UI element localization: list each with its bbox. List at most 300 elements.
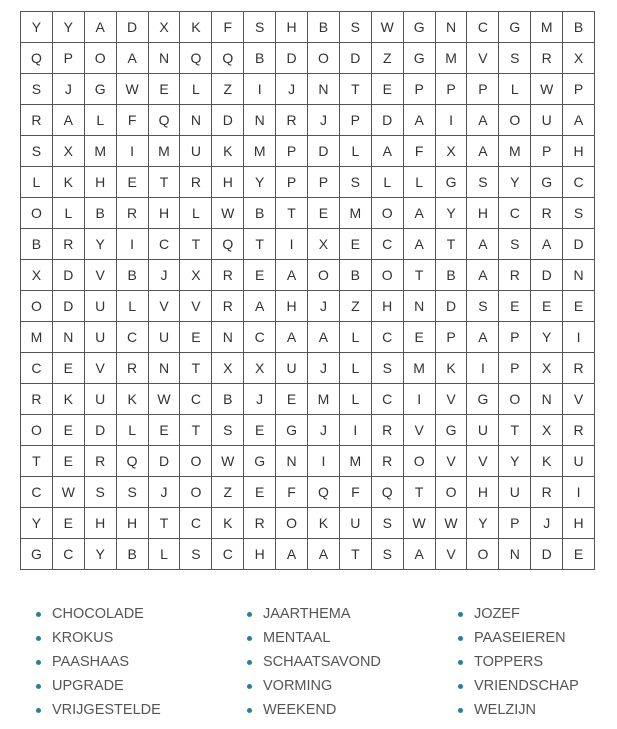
grid-cell[interactable]: L [21, 167, 53, 198]
grid-cell[interactable]: O [180, 446, 212, 477]
grid-cell[interactable]: C [499, 198, 531, 229]
grid-cell[interactable]: B [244, 198, 276, 229]
grid-cell[interactable]: C [148, 229, 180, 260]
grid-cell[interactable]: M [84, 136, 116, 167]
grid-cell[interactable]: G [403, 12, 435, 43]
grid-cell[interactable]: T [339, 539, 371, 570]
grid-cell[interactable]: P [467, 74, 499, 105]
grid-cell[interactable]: L [180, 198, 212, 229]
grid-cell[interactable]: T [148, 508, 180, 539]
grid-cell[interactable]: X [531, 415, 563, 446]
grid-cell[interactable]: I [244, 74, 276, 105]
grid-cell[interactable]: T [276, 198, 308, 229]
grid-cell[interactable]: C [21, 353, 53, 384]
grid-cell[interactable]: S [21, 74, 53, 105]
grid-cell[interactable]: E [244, 260, 276, 291]
grid-cell[interactable]: U [276, 353, 308, 384]
grid-cell[interactable]: F [403, 136, 435, 167]
grid-cell[interactable]: R [116, 353, 148, 384]
grid-cell[interactable]: H [148, 198, 180, 229]
grid-cell[interactable]: S [244, 12, 276, 43]
grid-cell[interactable]: Z [339, 291, 371, 322]
grid-cell[interactable]: I [116, 136, 148, 167]
grid-cell[interactable]: T [21, 446, 53, 477]
grid-cell[interactable]: O [180, 477, 212, 508]
grid-cell[interactable]: E [308, 198, 340, 229]
grid-cell[interactable]: O [308, 260, 340, 291]
grid-cell[interactable]: X [563, 43, 595, 74]
grid-cell[interactable]: S [467, 167, 499, 198]
grid-cell[interactable]: E [371, 74, 403, 105]
grid-cell[interactable]: G [435, 167, 467, 198]
grid-cell[interactable]: N [499, 539, 531, 570]
grid-cell[interactable]: A [467, 322, 499, 353]
grid-cell[interactable]: E [52, 415, 84, 446]
grid-cell[interactable]: A [467, 229, 499, 260]
grid-cell[interactable]: D [148, 446, 180, 477]
grid-cell[interactable]: M [244, 136, 276, 167]
grid-cell[interactable]: C [563, 167, 595, 198]
grid-cell[interactable]: V [148, 291, 180, 322]
grid-cell[interactable]: W [116, 74, 148, 105]
grid-cell[interactable]: L [339, 136, 371, 167]
grid-cell[interactable]: B [21, 229, 53, 260]
grid-cell[interactable]: L [339, 322, 371, 353]
grid-cell[interactable]: N [212, 322, 244, 353]
grid-cell[interactable]: A [84, 12, 116, 43]
grid-cell[interactable]: C [180, 384, 212, 415]
grid-cell[interactable]: G [467, 384, 499, 415]
grid-cell[interactable]: A [276, 260, 308, 291]
grid-cell[interactable]: K [116, 384, 148, 415]
grid-cell[interactable]: S [467, 291, 499, 322]
grid-cell[interactable]: F [116, 105, 148, 136]
grid-cell[interactable]: D [116, 12, 148, 43]
grid-cell[interactable]: U [84, 291, 116, 322]
grid-cell[interactable]: O [21, 291, 53, 322]
grid-cell[interactable]: R [212, 291, 244, 322]
grid-cell[interactable]: D [531, 539, 563, 570]
grid-cell[interactable]: E [180, 322, 212, 353]
grid-cell[interactable]: X [148, 12, 180, 43]
grid-cell[interactable]: E [276, 384, 308, 415]
grid-cell[interactable]: P [531, 136, 563, 167]
grid-cell[interactable]: L [499, 74, 531, 105]
grid-cell[interactable]: P [403, 74, 435, 105]
grid-cell[interactable]: I [563, 477, 595, 508]
grid-cell[interactable]: D [339, 43, 371, 74]
grid-cell[interactable]: N [563, 260, 595, 291]
grid-cell[interactable]: M [435, 43, 467, 74]
grid-cell[interactable]: J [308, 415, 340, 446]
grid-cell[interactable]: A [308, 539, 340, 570]
grid-cell[interactable]: C [180, 508, 212, 539]
grid-cell[interactable]: O [21, 198, 53, 229]
grid-cell[interactable]: T [244, 229, 276, 260]
grid-cell[interactable]: V [435, 446, 467, 477]
grid-cell[interactable]: O [21, 415, 53, 446]
grid-cell[interactable]: U [563, 446, 595, 477]
grid-cell[interactable]: F [339, 477, 371, 508]
grid-cell[interactable]: T [180, 229, 212, 260]
grid-cell[interactable]: Q [212, 229, 244, 260]
grid-cell[interactable]: P [308, 167, 340, 198]
grid-cell[interactable]: F [276, 477, 308, 508]
grid-cell[interactable]: E [244, 415, 276, 446]
grid-cell[interactable]: N [308, 74, 340, 105]
grid-cell[interactable]: W [531, 74, 563, 105]
grid-cell[interactable]: A [116, 43, 148, 74]
grid-cell[interactable]: Q [148, 105, 180, 136]
grid-cell[interactable]: H [212, 167, 244, 198]
grid-cell[interactable]: Y [84, 229, 116, 260]
grid-cell[interactable]: N [180, 105, 212, 136]
grid-cell[interactable]: A [403, 539, 435, 570]
grid-cell[interactable]: V [435, 384, 467, 415]
grid-cell[interactable]: H [563, 136, 595, 167]
grid-cell[interactable]: J [148, 477, 180, 508]
grid-cell[interactable]: U [148, 322, 180, 353]
grid-cell[interactable]: W [52, 477, 84, 508]
grid-cell[interactable]: C [116, 322, 148, 353]
grid-cell[interactable]: A [276, 322, 308, 353]
grid-cell[interactable]: X [244, 353, 276, 384]
grid-cell[interactable]: E [52, 508, 84, 539]
grid-cell[interactable]: M [499, 136, 531, 167]
grid-cell[interactable]: Y [84, 539, 116, 570]
grid-cell[interactable]: S [84, 477, 116, 508]
grid-cell[interactable]: S [116, 477, 148, 508]
grid-cell[interactable]: B [84, 198, 116, 229]
grid-cell[interactable]: E [52, 446, 84, 477]
grid-cell[interactable]: V [563, 384, 595, 415]
grid-cell[interactable]: T [339, 74, 371, 105]
grid-cell[interactable]: X [212, 353, 244, 384]
grid-cell[interactable]: E [499, 291, 531, 322]
grid-cell[interactable]: R [21, 384, 53, 415]
grid-cell[interactable]: A [467, 105, 499, 136]
grid-cell[interactable]: I [563, 322, 595, 353]
grid-cell[interactable]: P [563, 74, 595, 105]
grid-cell[interactable]: W [403, 508, 435, 539]
grid-cell[interactable]: R [276, 105, 308, 136]
grid-cell[interactable]: I [467, 353, 499, 384]
grid-cell[interactable]: D [531, 260, 563, 291]
grid-cell[interactable]: X [308, 229, 340, 260]
grid-cell[interactable]: Y [244, 167, 276, 198]
grid-cell[interactable]: K [212, 136, 244, 167]
grid-cell[interactable]: T [435, 229, 467, 260]
grid-cell[interactable]: E [403, 322, 435, 353]
grid-cell[interactable]: C [371, 229, 403, 260]
grid-cell[interactable]: S [371, 539, 403, 570]
grid-cell[interactable]: M [148, 136, 180, 167]
grid-cell[interactable]: S [180, 539, 212, 570]
grid-cell[interactable]: C [371, 384, 403, 415]
grid-cell[interactable]: Y [21, 12, 53, 43]
grid-cell[interactable]: K [52, 384, 84, 415]
grid-cell[interactable]: H [276, 12, 308, 43]
grid-cell[interactable]: Q [308, 477, 340, 508]
grid-cell[interactable]: L [339, 384, 371, 415]
grid-cell[interactable]: A [276, 539, 308, 570]
grid-cell[interactable]: N [148, 353, 180, 384]
grid-cell[interactable]: M [21, 322, 53, 353]
grid-cell[interactable]: W [212, 198, 244, 229]
grid-cell[interactable]: S [371, 353, 403, 384]
grid-cell[interactable]: D [52, 291, 84, 322]
grid-cell[interactable]: M [339, 446, 371, 477]
grid-cell[interactable]: R [180, 167, 212, 198]
grid-cell[interactable]: U [84, 384, 116, 415]
grid-cell[interactable]: R [52, 229, 84, 260]
grid-cell[interactable]: R [563, 353, 595, 384]
grid-cell[interactable]: Q [21, 43, 53, 74]
grid-cell[interactable]: T [499, 415, 531, 446]
grid-cell[interactable]: I [308, 446, 340, 477]
grid-cell[interactable]: O [84, 43, 116, 74]
grid-cell[interactable]: M [339, 198, 371, 229]
grid-cell[interactable]: S [21, 136, 53, 167]
grid-cell[interactable]: G [84, 74, 116, 105]
grid-cell[interactable]: Q [212, 43, 244, 74]
grid-cell[interactable]: W [435, 508, 467, 539]
grid-cell[interactable]: T [403, 260, 435, 291]
grid-cell[interactable]: A [371, 136, 403, 167]
grid-cell[interactable]: U [180, 136, 212, 167]
grid-cell[interactable]: B [116, 260, 148, 291]
grid-cell[interactable]: H [244, 539, 276, 570]
grid-cell[interactable]: U [499, 477, 531, 508]
grid-cell[interactable]: E [148, 74, 180, 105]
grid-cell[interactable]: A [403, 105, 435, 136]
grid-cell[interactable]: J [148, 260, 180, 291]
grid-cell[interactable]: I [435, 105, 467, 136]
grid-cell[interactable]: A [403, 198, 435, 229]
grid-cell[interactable]: X [52, 136, 84, 167]
grid-cell[interactable]: L [339, 353, 371, 384]
grid-cell[interactable]: G [244, 446, 276, 477]
grid-cell[interactable]: V [403, 415, 435, 446]
grid-cell[interactable]: S [563, 198, 595, 229]
grid-cell[interactable]: L [116, 415, 148, 446]
grid-cell[interactable]: A [467, 136, 499, 167]
grid-cell[interactable]: C [371, 322, 403, 353]
grid-cell[interactable]: C [467, 12, 499, 43]
grid-cell[interactable]: P [276, 136, 308, 167]
grid-cell[interactable]: D [276, 43, 308, 74]
grid-cell[interactable]: K [212, 508, 244, 539]
grid-cell[interactable]: A [308, 322, 340, 353]
grid-cell[interactable]: V [467, 43, 499, 74]
grid-cell[interactable]: M [308, 384, 340, 415]
grid-cell[interactable]: H [84, 508, 116, 539]
grid-cell[interactable]: N [52, 322, 84, 353]
grid-cell[interactable]: X [180, 260, 212, 291]
grid-cell[interactable]: L [180, 74, 212, 105]
grid-cell[interactable]: R [116, 198, 148, 229]
grid-cell[interactable]: K [531, 446, 563, 477]
grid-cell[interactable]: N [403, 291, 435, 322]
grid-cell[interactable]: W [148, 384, 180, 415]
grid-cell[interactable]: I [116, 229, 148, 260]
grid-cell[interactable]: P [52, 43, 84, 74]
grid-cell[interactable]: D [563, 229, 595, 260]
grid-cell[interactable]: G [403, 43, 435, 74]
grid-cell[interactable]: X [21, 260, 53, 291]
grid-cell[interactable]: S [499, 43, 531, 74]
grid-cell[interactable]: Y [52, 12, 84, 43]
grid-cell[interactable]: E [52, 353, 84, 384]
grid-cell[interactable]: H [467, 477, 499, 508]
grid-cell[interactable]: R [212, 260, 244, 291]
grid-cell[interactable]: O [499, 384, 531, 415]
grid-cell[interactable]: X [531, 353, 563, 384]
grid-cell[interactable]: Q [116, 446, 148, 477]
grid-cell[interactable]: G [531, 167, 563, 198]
grid-cell[interactable]: L [403, 167, 435, 198]
grid-cell[interactable]: S [339, 167, 371, 198]
grid-cell[interactable]: A [52, 105, 84, 136]
grid-cell[interactable]: Y [21, 508, 53, 539]
grid-cell[interactable]: B [244, 43, 276, 74]
grid-cell[interactable]: Y [499, 446, 531, 477]
grid-cell[interactable]: A [403, 229, 435, 260]
grid-cell[interactable]: Z [371, 43, 403, 74]
grid-cell[interactable]: T [403, 477, 435, 508]
grid-cell[interactable]: U [531, 105, 563, 136]
grid-cell[interactable]: J [52, 74, 84, 105]
grid-cell[interactable]: C [212, 539, 244, 570]
grid-cell[interactable]: H [371, 291, 403, 322]
grid-cell[interactable]: I [403, 384, 435, 415]
grid-cell[interactable]: P [499, 322, 531, 353]
grid-cell[interactable]: A [244, 291, 276, 322]
grid-cell[interactable]: P [339, 105, 371, 136]
grid-cell[interactable]: D [212, 105, 244, 136]
grid-cell[interactable]: L [116, 291, 148, 322]
grid-cell[interactable]: P [435, 322, 467, 353]
grid-cell[interactable]: Y [499, 167, 531, 198]
grid-cell[interactable]: E [531, 291, 563, 322]
grid-cell[interactable]: T [148, 167, 180, 198]
grid-cell[interactable]: O [435, 477, 467, 508]
grid-cell[interactable]: O [467, 539, 499, 570]
grid-cell[interactable]: R [563, 415, 595, 446]
grid-cell[interactable]: L [371, 167, 403, 198]
grid-cell[interactable]: Y [467, 508, 499, 539]
grid-cell[interactable]: H [116, 508, 148, 539]
grid-cell[interactable]: D [435, 291, 467, 322]
grid-cell[interactable]: I [339, 415, 371, 446]
grid-cell[interactable]: E [244, 477, 276, 508]
grid-cell[interactable]: B [212, 384, 244, 415]
grid-cell[interactable]: J [276, 74, 308, 105]
grid-cell[interactable]: W [212, 446, 244, 477]
grid-cell[interactable]: B [116, 539, 148, 570]
grid-cell[interactable]: G [276, 415, 308, 446]
grid-cell[interactable]: T [180, 353, 212, 384]
grid-cell[interactable]: P [499, 508, 531, 539]
grid-cell[interactable]: D [52, 260, 84, 291]
grid-cell[interactable]: R [371, 446, 403, 477]
grid-cell[interactable]: R [244, 508, 276, 539]
grid-cell[interactable]: H [84, 167, 116, 198]
grid-cell[interactable]: P [499, 353, 531, 384]
grid-cell[interactable]: B [339, 260, 371, 291]
grid-cell[interactable]: R [531, 198, 563, 229]
grid-cell[interactable]: Z [212, 74, 244, 105]
grid-cell[interactable]: D [308, 136, 340, 167]
grid-cell[interactable]: O [276, 508, 308, 539]
grid-cell[interactable]: J [531, 508, 563, 539]
grid-cell[interactable]: R [499, 260, 531, 291]
grid-cell[interactable]: H [276, 291, 308, 322]
grid-cell[interactable]: W [371, 12, 403, 43]
grid-cell[interactable]: Q [180, 43, 212, 74]
grid-cell[interactable]: V [435, 539, 467, 570]
grid-cell[interactable]: K [435, 353, 467, 384]
grid-cell[interactable]: V [84, 260, 116, 291]
grid-cell[interactable]: E [563, 291, 595, 322]
grid-cell[interactable]: P [435, 74, 467, 105]
grid-cell[interactable]: H [467, 198, 499, 229]
grid-cell[interactable]: J [244, 384, 276, 415]
grid-cell[interactable]: E [116, 167, 148, 198]
grid-cell[interactable]: B [435, 260, 467, 291]
grid-cell[interactable]: O [499, 105, 531, 136]
grid-cell[interactable]: J [308, 353, 340, 384]
grid-cell[interactable]: J [308, 105, 340, 136]
grid-cell[interactable]: V [467, 446, 499, 477]
grid-cell[interactable]: D [84, 415, 116, 446]
grid-cell[interactable]: D [371, 105, 403, 136]
grid-cell[interactable]: N [244, 105, 276, 136]
grid-cell[interactable]: G [499, 12, 531, 43]
grid-cell[interactable]: K [52, 167, 84, 198]
grid-cell[interactable]: O [371, 260, 403, 291]
grid-cell[interactable]: K [308, 508, 340, 539]
grid-cell[interactable]: Y [435, 198, 467, 229]
grid-cell[interactable]: U [84, 322, 116, 353]
grid-cell[interactable]: B [563, 12, 595, 43]
grid-cell[interactable]: S [339, 12, 371, 43]
grid-cell[interactable]: J [308, 291, 340, 322]
grid-cell[interactable]: K [180, 12, 212, 43]
grid-cell[interactable]: X [435, 136, 467, 167]
grid-cell[interactable]: V [180, 291, 212, 322]
grid-cell[interactable]: P [276, 167, 308, 198]
grid-cell[interactable]: C [52, 539, 84, 570]
grid-cell[interactable]: S [212, 415, 244, 446]
grid-cell[interactable]: Z [212, 477, 244, 508]
grid-cell[interactable]: U [339, 508, 371, 539]
grid-cell[interactable]: E [339, 229, 371, 260]
grid-cell[interactable]: O [403, 446, 435, 477]
grid-cell[interactable]: I [276, 229, 308, 260]
grid-cell[interactable]: U [467, 415, 499, 446]
grid-cell[interactable]: O [308, 43, 340, 74]
grid-cell[interactable]: A [563, 105, 595, 136]
grid-cell[interactable]: N [435, 12, 467, 43]
grid-cell[interactable]: Y [531, 322, 563, 353]
grid-cell[interactable]: Q [371, 477, 403, 508]
grid-cell[interactable]: N [148, 43, 180, 74]
grid-cell[interactable]: R [84, 446, 116, 477]
grid-cell[interactable]: T [180, 415, 212, 446]
grid-cell[interactable]: V [84, 353, 116, 384]
grid-cell[interactable]: M [403, 353, 435, 384]
